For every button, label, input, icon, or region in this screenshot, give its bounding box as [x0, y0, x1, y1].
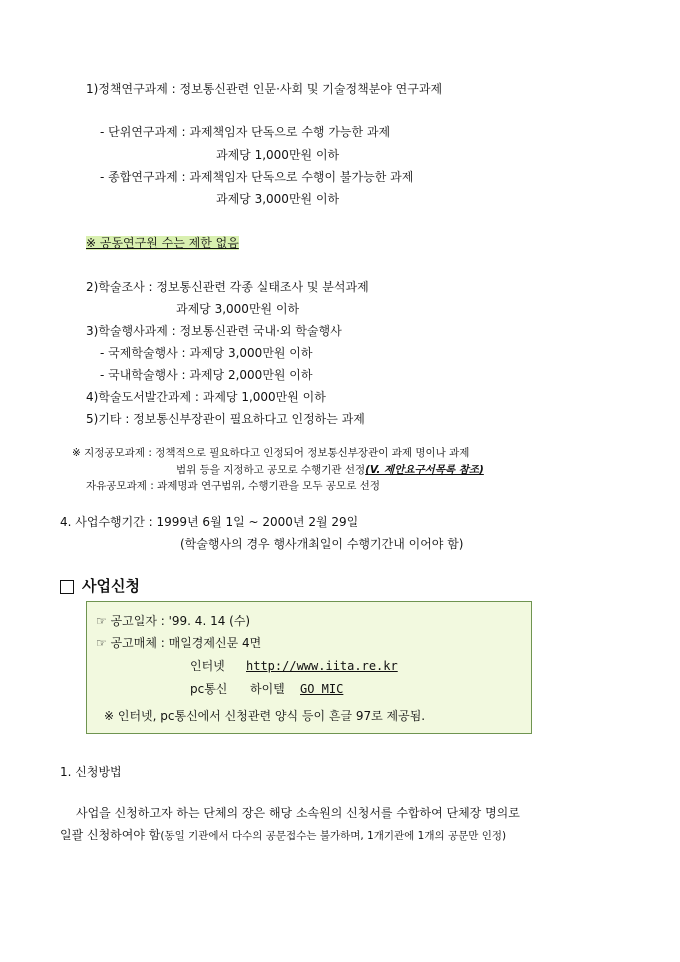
method-paragraph-line1: 사업을 신청하고자 하는 단체의 장은 해당 소속원의 신청서를 수합하여 단체장 명의로 [76, 806, 520, 820]
method-paragraph-line2: 일괄 신청하여야 함(동일 기관에서 다수의 공문접수는 불가하며, 1개기관에 1개의 공문만 인정) [60, 828, 507, 842]
co-researcher-note: ※ 공동연구원 수는 제한 없음 [86, 236, 239, 250]
item-survey: 2)학술조사 : 정보통신관련 각종 실태조사 및 분석과제 [86, 280, 369, 294]
item-other: 5)기타 : 정보통신부장관이 필요하다고 인정하는 과제 [86, 412, 365, 426]
free-topic: 자유공모과제 : 과제명과 연구범위, 수행기관을 모두 공모로 선정 [86, 480, 380, 492]
pc-service: 하이텔 [250, 682, 285, 696]
item-domestic-event: - 국내학술행사 : 과제당 2,000만원 이하 [100, 368, 313, 382]
item-academic-event: 3)학술행사과제 : 정보통신관련 국내·외 학술행사 [86, 324, 342, 338]
unit-research-label: - 단위연구과제 : 과제책임자 단독으로 수행 가능한 과제 [100, 125, 391, 139]
item-policy-research: 1)정책연구과제 : 정보통신관련 인문·사회 및 기술정책분야 연구과제 [86, 82, 443, 96]
combined-research-budget: 과제당 3,000만원 이하 [216, 192, 340, 206]
unit-research-budget: 과제당 1,000만원 이하 [216, 148, 340, 162]
designated-topic-line1: ※ 지정공모과제 : 정책적으로 필요하다고 인정되어 정보통신부장관이 과제 명이나 과제 [72, 447, 470, 459]
designated-topic-line2: 범위 등을 지정하고 공모로 수행기관 선정(V. 제안요구서목록 참조) [176, 464, 484, 476]
internet-url-link[interactable]: http://www.iita.re.kr [246, 659, 398, 673]
notice-media: ☞ 공고매체 : 매일경제신문 4면 [96, 636, 262, 650]
combined-research-label: - 종합연구과제 : 과제책임자 단독으로 수행이 불가능한 과제 [100, 170, 414, 184]
section-title: 사업신청 [82, 577, 140, 595]
method-heading: 1. 신청방법 [60, 765, 122, 779]
item-intl-event: - 국제학술행사 : 과제당 3,000만원 이하 [100, 346, 313, 360]
notice-footnote: ※ 인터넷, pc통신에서 신청관련 양식 등이 흔글 97로 제공됨. [104, 709, 426, 723]
proposal-list-ref: (V. 제안요구서목록 참조) [365, 464, 484, 476]
pc-label: pc통신 [190, 682, 228, 696]
internet-label: 인터넷 [190, 659, 225, 673]
notice-date: ☞ 공고일자 : '99. 4. 14 (수) [96, 614, 251, 628]
project-period: 4. 사업수행기간 : 1999년 6월 1일 ~ 2000년 2월 29일 [60, 515, 359, 529]
item-publication: 4)학술도서발간과제 : 과제당 1,000만원 이하 [86, 390, 326, 404]
item-survey-budget: 과제당 3,000만원 이하 [176, 302, 300, 316]
section-checkbox-icon [60, 580, 74, 594]
pc-code: GO MIC [300, 682, 344, 696]
project-period-note: (학술행사의 경우 행사개최일이 수행기간내 이어야 함) [180, 537, 464, 551]
